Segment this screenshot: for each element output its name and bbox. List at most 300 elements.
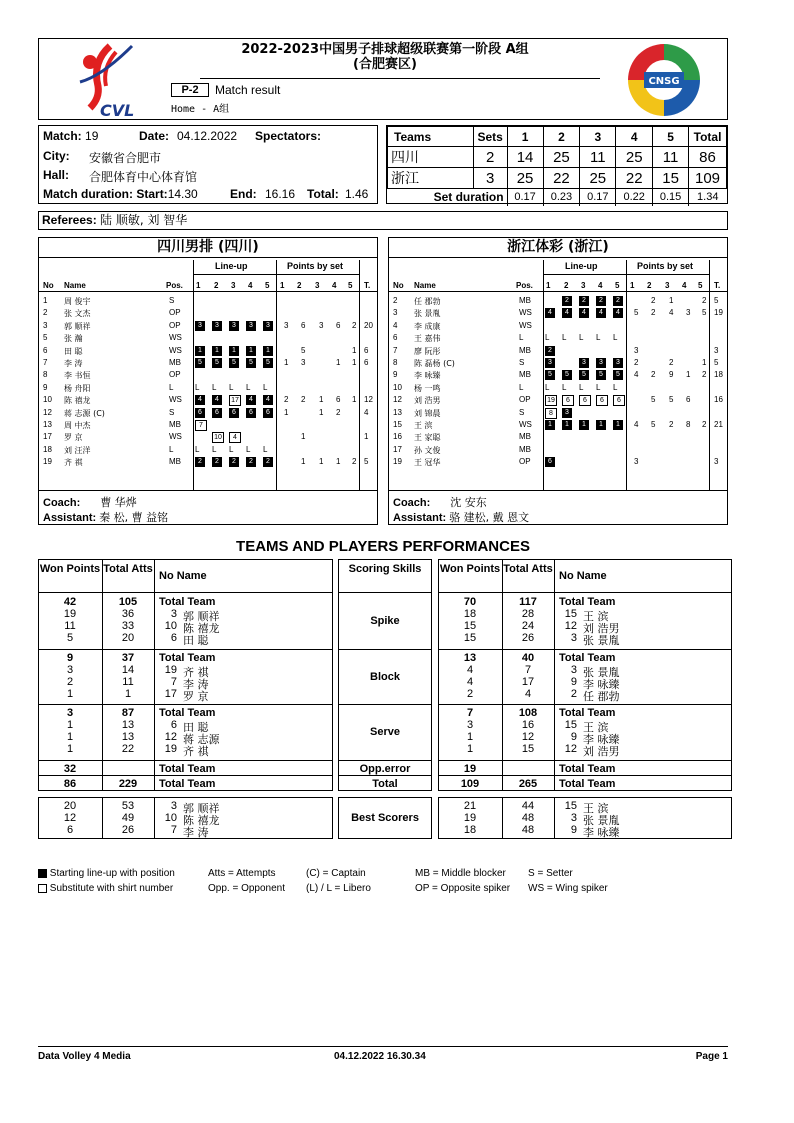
perf-player-name: 张 景胤 bbox=[583, 666, 620, 679]
perf-total-team: Total Team bbox=[559, 707, 616, 719]
skill-label-opp-error: Opp.error bbox=[359, 763, 411, 775]
perf-divider bbox=[438, 592, 732, 593]
col-header-c2: 2 bbox=[647, 281, 652, 290]
perf-opp-error-won: 32 bbox=[63, 763, 77, 775]
col-header-c4: 4 bbox=[598, 281, 603, 290]
player-position: OP bbox=[169, 308, 181, 318]
perf-won: 15 bbox=[463, 620, 477, 632]
referees: Referees: 陆 顺敏, 刘 智华 bbox=[38, 211, 728, 230]
cnsg-logo bbox=[626, 42, 702, 118]
player-number: 7 bbox=[43, 358, 48, 367]
player-row bbox=[389, 295, 727, 307]
best-att: 49 bbox=[121, 812, 135, 824]
perf-divider bbox=[38, 649, 333, 650]
player-position: MB bbox=[169, 420, 181, 429]
perf-att: 22 bbox=[121, 743, 135, 755]
player-name: 齐 祺 bbox=[64, 458, 83, 468]
points-cell: 1 bbox=[319, 457, 324, 467]
points-cell: 3 bbox=[301, 358, 306, 367]
player-number: 9 bbox=[43, 382, 48, 392]
col-header-t: T. bbox=[364, 281, 371, 290]
player-number: 8 bbox=[393, 358, 398, 367]
perf-att: 17 bbox=[521, 676, 535, 688]
perf-player-name: 田 聪 bbox=[183, 721, 209, 734]
player-number: 2 bbox=[393, 296, 398, 305]
perf-won: 11 bbox=[64, 620, 76, 632]
player-row bbox=[39, 345, 377, 357]
player-position: L bbox=[169, 444, 174, 454]
perf-divider bbox=[38, 760, 333, 761]
player-name: 刘 浩男 bbox=[414, 396, 441, 406]
perf-divider bbox=[438, 704, 732, 705]
points-cell: 2 bbox=[352, 457, 357, 467]
best-player-number: 7 bbox=[170, 824, 177, 836]
points-total: 18 bbox=[714, 370, 723, 380]
perf-player-number: 2 bbox=[570, 688, 577, 700]
player-row bbox=[389, 332, 727, 344]
player-name: 周 中杰 bbox=[64, 421, 91, 430]
perf-won: 18 bbox=[463, 608, 477, 620]
player-number: 1 bbox=[43, 296, 48, 305]
lineup-cell: L bbox=[212, 444, 217, 454]
col-header-c1: 1 bbox=[280, 281, 285, 290]
points-cell: 4 bbox=[634, 420, 639, 429]
player-position: L bbox=[519, 333, 524, 343]
points-cell: 8 bbox=[686, 420, 691, 429]
lineup-cell: 1 bbox=[212, 346, 222, 356]
player-row bbox=[389, 369, 727, 381]
points-cell: 2 bbox=[702, 420, 707, 429]
player-name: 田 聪 bbox=[64, 346, 83, 356]
player-name: 王 家聪 bbox=[414, 433, 441, 443]
lineup-cell: 4 bbox=[613, 308, 623, 318]
lineup-cell: 3 bbox=[545, 358, 555, 368]
perf-player-number: 12 bbox=[564, 620, 577, 632]
lineup-cell: L bbox=[596, 382, 601, 392]
lineup-cell: L bbox=[562, 382, 567, 392]
points-cell: 4 bbox=[669, 308, 674, 318]
lineup-cell: 3 bbox=[212, 321, 222, 331]
player-name: 张 瀚 bbox=[64, 334, 83, 344]
lineup-cell: 8 bbox=[545, 408, 557, 419]
player-number: 6 bbox=[43, 345, 48, 355]
player-position: S bbox=[519, 358, 525, 367]
coach-name: 曹 华烨 bbox=[100, 496, 137, 509]
best-player-number: 3 bbox=[570, 812, 577, 824]
lineup-cell: L bbox=[195, 382, 200, 392]
points-total: 21 bbox=[714, 420, 723, 429]
points-total: 4 bbox=[364, 407, 369, 417]
lineup-cell: 2 bbox=[195, 457, 205, 467]
perf-player-name: 齐 祺 bbox=[183, 666, 209, 679]
lineup-cell: L bbox=[195, 444, 200, 454]
skill-label: Block bbox=[370, 671, 400, 683]
perf-player-name: 田 聪 bbox=[183, 634, 209, 647]
lineup-cell: 3 bbox=[195, 321, 205, 331]
best-won: 20 bbox=[63, 800, 77, 812]
perf-won: 1 bbox=[66, 731, 74, 743]
points-cell: 1 bbox=[301, 457, 306, 467]
perf-divider bbox=[154, 559, 155, 791]
perf-player-number: 15 bbox=[564, 719, 577, 731]
lineup-cell: 17 bbox=[229, 395, 241, 406]
points-cell: 3 bbox=[634, 345, 639, 355]
lineup-cell: 6 bbox=[263, 408, 273, 418]
player-position: OP bbox=[169, 320, 181, 330]
best-player-name: 陈 禧龙 bbox=[183, 814, 220, 827]
lineup-cell: L bbox=[212, 382, 217, 392]
lineup-cell: L bbox=[613, 333, 618, 343]
perf-att: 33 bbox=[121, 620, 135, 632]
skill-label-total: Total bbox=[372, 778, 398, 790]
player-number: 2 bbox=[43, 308, 48, 318]
player-position: MB bbox=[169, 457, 181, 467]
lineup-cell: 5 bbox=[263, 358, 273, 368]
perf-divider bbox=[338, 592, 432, 593]
best-att: 48 bbox=[521, 824, 535, 836]
points-total: 12 bbox=[364, 395, 373, 405]
player-row bbox=[389, 431, 727, 443]
lineup-cell: 1 bbox=[579, 420, 589, 430]
best-won: 12 bbox=[63, 812, 77, 824]
perf-player-number: 17 bbox=[164, 688, 177, 700]
perf-won: 2 bbox=[66, 676, 74, 688]
cnsg-logo-text: CNSG bbox=[648, 76, 680, 87]
lineup-header: Line-up bbox=[215, 261, 248, 271]
player-number: 10 bbox=[43, 395, 52, 405]
perf-total-team: Total Team bbox=[159, 707, 216, 719]
perf-won: 1 bbox=[466, 731, 474, 743]
perf-player-name: 王 滨 bbox=[583, 721, 609, 734]
coach-name: 沈 安东 bbox=[450, 496, 487, 509]
player-row bbox=[39, 295, 377, 307]
perf-opp-error-name: Total Team bbox=[159, 763, 216, 775]
points-total: 19 bbox=[714, 308, 723, 318]
player-row bbox=[39, 444, 377, 456]
player-position: L bbox=[169, 382, 174, 392]
player-position: MB bbox=[519, 432, 531, 442]
points-cell: 1 bbox=[319, 395, 324, 405]
perf-total-won: 86 bbox=[63, 778, 77, 790]
lineup-cell: 5 bbox=[195, 358, 205, 368]
perf-total-team: Total Team bbox=[559, 652, 616, 664]
player-position: OP bbox=[519, 457, 531, 467]
player-position: WS bbox=[169, 395, 182, 405]
lineup-cell: 4 bbox=[212, 395, 222, 405]
player-row bbox=[389, 456, 727, 468]
player-row bbox=[39, 320, 377, 332]
lineup-cell: 4 bbox=[263, 395, 273, 405]
total-duration: 1.46 bbox=[345, 187, 369, 201]
perf-divider bbox=[38, 775, 333, 776]
perf-player-number: 12 bbox=[564, 743, 577, 755]
lineup-cell: 2 bbox=[246, 457, 256, 467]
player-row bbox=[389, 419, 727, 431]
lineup-cell: 6 bbox=[195, 408, 205, 418]
perf-won: 4 bbox=[466, 676, 474, 688]
player-name: 孙 文俊 bbox=[414, 445, 441, 455]
player-number: 17 bbox=[43, 432, 52, 442]
lineup-cell: 4 bbox=[545, 308, 555, 318]
points-cell: 4 bbox=[634, 370, 639, 380]
col-header-c1: 1 bbox=[546, 281, 551, 290]
best-player-name: 张 景胤 bbox=[583, 814, 620, 827]
footer-page: Page 1 bbox=[695, 1051, 728, 1062]
player-number: 3 bbox=[43, 320, 48, 330]
header-won-points: Won Points bbox=[439, 563, 501, 575]
perf-total-team: Total Team bbox=[559, 596, 616, 608]
perf-divider bbox=[38, 704, 333, 705]
perf-won: 1 bbox=[466, 743, 474, 755]
perf-total-att: 265 bbox=[518, 778, 538, 790]
lineup-cell: 4 bbox=[246, 395, 256, 405]
perf-divider bbox=[438, 760, 732, 761]
perf-att: 14 bbox=[121, 664, 135, 676]
lineup-cell: 6 bbox=[596, 395, 608, 406]
player-name: 张 文杰 bbox=[64, 309, 91, 319]
points-cell: 6 bbox=[336, 320, 341, 330]
points-cell: 1 bbox=[284, 407, 289, 417]
filled-square-icon bbox=[38, 869, 47, 878]
best-player-number: 15 bbox=[564, 800, 577, 812]
perf-player-name: 齐 祺 bbox=[183, 745, 209, 758]
player-row bbox=[39, 307, 377, 319]
points-cell: 2 bbox=[284, 395, 289, 405]
player-row bbox=[39, 407, 377, 419]
player-position: WS bbox=[519, 320, 532, 330]
roster-divider bbox=[39, 291, 377, 292]
points-cell: 5 bbox=[702, 308, 707, 318]
perf-won: 4 bbox=[466, 664, 474, 676]
assistant-row: Assistant: 骆 建松, 戴 恩文 bbox=[393, 511, 530, 524]
col-header-c4: 4 bbox=[682, 281, 687, 290]
match-date: 04.12.2022 bbox=[177, 129, 238, 143]
lineup-cell: 7 bbox=[195, 420, 207, 431]
points-cell: 1 bbox=[319, 407, 324, 417]
lineup-cell: L bbox=[229, 444, 234, 454]
points-cell: 5 bbox=[651, 395, 656, 405]
lineup-cell: L bbox=[246, 444, 251, 454]
player-number: 7 bbox=[393, 345, 398, 355]
perf-att: 36 bbox=[121, 608, 135, 620]
col-header-c2: 2 bbox=[214, 281, 219, 290]
points-cell: 6 bbox=[686, 395, 691, 405]
player-name: 杨 一鸣 bbox=[414, 383, 441, 393]
lineup-cell: 5 bbox=[613, 370, 623, 380]
skill-label: Serve bbox=[370, 726, 400, 738]
perf-won: 3 bbox=[466, 719, 474, 731]
perf-divider bbox=[38, 592, 333, 593]
perf-att: 4 bbox=[524, 688, 532, 700]
perf-att: 7 bbox=[524, 664, 532, 676]
lineup-cell: 19 bbox=[545, 395, 557, 406]
player-number: 18 bbox=[43, 444, 52, 454]
best-player-name: 李 涛 bbox=[183, 826, 209, 839]
title-divider bbox=[200, 78, 600, 79]
col-header-c1: 1 bbox=[630, 281, 635, 290]
lineup-cell: 1 bbox=[263, 346, 273, 356]
perf-won: 70 bbox=[463, 596, 477, 608]
cvl-logo bbox=[72, 42, 142, 118]
points-total: 5 bbox=[364, 457, 369, 467]
lineup-cell: 3 bbox=[613, 358, 623, 368]
player-number: 9 bbox=[393, 370, 398, 380]
coach-row: Coach: 曹 华烨 bbox=[43, 496, 137, 509]
col-header-no: No bbox=[43, 281, 54, 290]
lineup-cell: 6 bbox=[579, 395, 591, 406]
lineup-cell: 5 bbox=[229, 358, 239, 368]
lineup-cell: 6 bbox=[545, 457, 555, 467]
roster-divider bbox=[389, 490, 727, 491]
player-position: MB bbox=[519, 345, 531, 355]
perf-player-number: 3 bbox=[170, 608, 177, 620]
perf-player-number: 9 bbox=[570, 676, 577, 688]
header-total-atts: Total Atts bbox=[103, 563, 153, 575]
player-position: OP bbox=[519, 395, 531, 405]
lineup-cell: 5 bbox=[596, 370, 606, 380]
perf-att: 28 bbox=[521, 608, 535, 620]
perf-divider bbox=[554, 797, 555, 839]
score-table bbox=[386, 125, 728, 204]
points-cell: 5 bbox=[301, 345, 306, 355]
perf-player-number: 6 bbox=[170, 719, 177, 731]
col-header-c5: 5 bbox=[615, 281, 620, 290]
points-cell: 1 bbox=[686, 370, 691, 380]
player-number: 16 bbox=[393, 432, 402, 442]
points-cell: 1 bbox=[284, 358, 289, 367]
perf-won: 1 bbox=[66, 719, 74, 731]
best-att: 53 bbox=[121, 800, 135, 812]
col-header-c2: 2 bbox=[297, 281, 302, 290]
perf-att: 37 bbox=[121, 652, 135, 664]
points-cell: 2 bbox=[702, 296, 707, 305]
perf-total-team: Total Team bbox=[159, 652, 216, 664]
empty-square-icon bbox=[38, 884, 47, 893]
score-header-row: Teams Sets 1 2 3 4 5 Total bbox=[388, 127, 727, 147]
perf-att: 24 bbox=[521, 620, 535, 632]
player-row bbox=[39, 332, 377, 344]
points-total: 6 bbox=[364, 345, 369, 355]
perf-won: 42 bbox=[63, 596, 77, 608]
col-header-c4: 4 bbox=[332, 281, 337, 290]
perf-player-number: 9 bbox=[570, 731, 577, 743]
lineup-cell: 5 bbox=[212, 358, 222, 368]
points-total: 5 bbox=[714, 358, 719, 367]
points-cell: 5 bbox=[634, 308, 639, 318]
col-header-c3: 3 bbox=[581, 281, 586, 290]
perf-won: 1 bbox=[66, 743, 74, 755]
best-player-number: 9 bbox=[570, 824, 577, 836]
cvl-logo-text: CVL bbox=[100, 101, 135, 118]
points-cell: 1 bbox=[352, 358, 357, 367]
player-position: MB bbox=[519, 370, 531, 380]
roster-divider bbox=[543, 274, 709, 275]
assistant-names: 骆 建松, 戴 恩文 bbox=[449, 511, 530, 524]
header-won-points: Won Points bbox=[39, 563, 101, 575]
lineup-cell: L bbox=[545, 382, 550, 392]
perf-total-team: Total Team bbox=[159, 596, 216, 608]
lineup-cell: 2 bbox=[596, 296, 606, 306]
best-player-name: 李 咏臻 bbox=[583, 826, 620, 839]
points-total: 16 bbox=[714, 395, 723, 405]
team-a-roster bbox=[38, 237, 378, 525]
lineup-cell: 6 bbox=[613, 395, 625, 406]
perf-total-won: 109 bbox=[460, 778, 480, 790]
points-cell: 2 bbox=[651, 296, 656, 305]
points-cell: 1 bbox=[352, 345, 357, 355]
lineup-cell: 5 bbox=[562, 370, 572, 380]
team-b-roster bbox=[388, 237, 728, 525]
player-row bbox=[39, 431, 377, 443]
points-total: 20 bbox=[364, 320, 373, 330]
perf-won: 5 bbox=[66, 632, 74, 644]
perf-att: 40 bbox=[521, 652, 535, 664]
player-name: 郭 顺祥 bbox=[64, 321, 91, 331]
points-cell: 1 bbox=[336, 457, 341, 467]
perf-att: 13 bbox=[121, 719, 135, 731]
perf-player-number: 3 bbox=[570, 664, 577, 676]
lineup-cell: 6 bbox=[246, 408, 256, 418]
header-no-name: No Name bbox=[159, 570, 207, 582]
lineup-cell: 2 bbox=[562, 296, 572, 306]
player-row bbox=[39, 369, 377, 381]
player-name: 刘 锦晨 bbox=[414, 408, 441, 418]
points-cell: 3 bbox=[686, 308, 691, 318]
lineup-cell: 2 bbox=[545, 346, 555, 356]
col-header-pos: Pos. bbox=[516, 281, 533, 290]
hall: 合肥体育中心体育馆 bbox=[89, 170, 198, 184]
col-header-pos: Pos. bbox=[166, 281, 183, 290]
assistant-names: 秦 松, 曹 益铭 bbox=[99, 511, 169, 524]
perf-player-name: 陈 禧龙 bbox=[183, 622, 220, 635]
lineup-cell: 4 bbox=[229, 432, 241, 443]
lineup-cell: L bbox=[263, 444, 268, 454]
best-player-number: 10 bbox=[164, 812, 177, 824]
score-row-team-b: 浙江 3 25 22 25 22 15 109 bbox=[388, 168, 727, 189]
lineup-cell: 2 bbox=[613, 296, 623, 306]
player-name: 李 成康 bbox=[414, 321, 441, 331]
player-position: WS bbox=[519, 308, 532, 318]
footer-timestamp: 04.12.2022 16.30.34 bbox=[334, 1051, 426, 1062]
player-row bbox=[389, 444, 727, 456]
roster-divider bbox=[389, 291, 727, 292]
points-header: Points by set bbox=[287, 261, 344, 271]
lineup-cell: 6 bbox=[229, 408, 239, 418]
col-header-c5: 5 bbox=[698, 281, 703, 290]
points-cell: 2 bbox=[651, 370, 656, 380]
perf-player-name: 蒋 志源 bbox=[183, 733, 220, 746]
perf-att: 15 bbox=[521, 743, 535, 755]
points-cell: 2 bbox=[634, 358, 639, 367]
points-cell: 3 bbox=[634, 457, 639, 467]
player-position: WS bbox=[519, 420, 532, 429]
lineup-cell: 4 bbox=[562, 308, 572, 318]
perf-won: 2 bbox=[466, 688, 474, 700]
lineup-cell: 2 bbox=[229, 457, 239, 467]
perf-att: 105 bbox=[118, 596, 138, 608]
player-row bbox=[39, 382, 377, 394]
points-total: 5 bbox=[714, 296, 719, 305]
assistant-row: Assistant: 秦 松, 曹 益铭 bbox=[43, 511, 169, 524]
skill-label: Spike bbox=[370, 615, 400, 627]
perf-total-att: 229 bbox=[118, 778, 138, 790]
player-name: 王 冠华 bbox=[414, 458, 441, 468]
lineup-cell: 1 bbox=[562, 420, 572, 430]
lineup-cell: 3 bbox=[246, 321, 256, 331]
perf-att: 108 bbox=[518, 707, 538, 719]
col-header-c3: 3 bbox=[315, 281, 320, 290]
best-att: 26 bbox=[121, 824, 135, 836]
